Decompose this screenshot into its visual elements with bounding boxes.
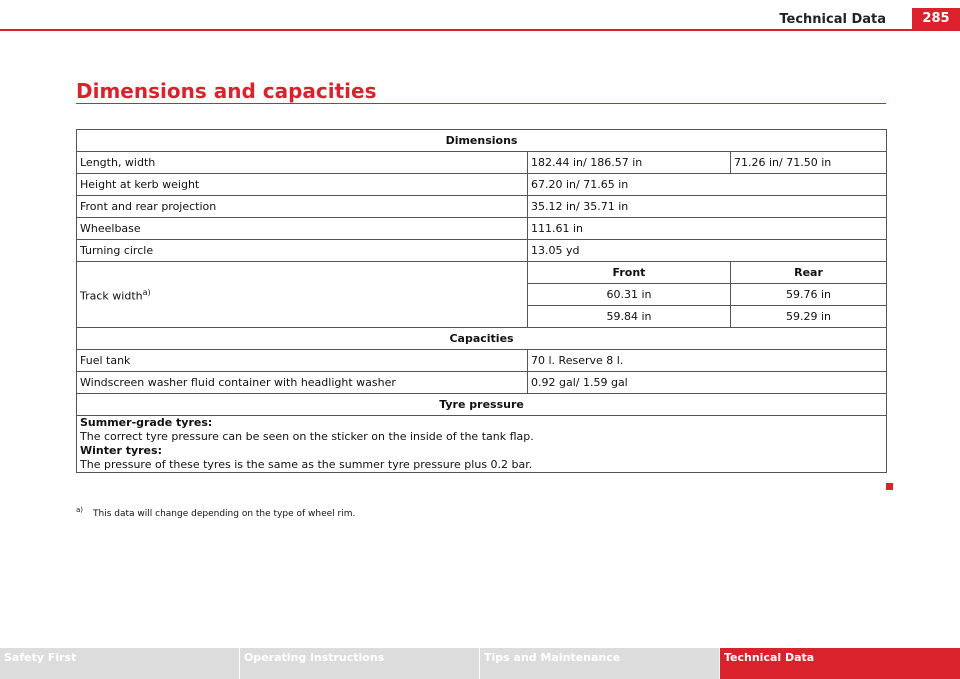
dimensions-heading: Dimensions bbox=[77, 130, 887, 152]
header-rule bbox=[0, 29, 960, 31]
table-row bbox=[77, 416, 887, 473]
footnote-text: This data will change depending on the type of wheel rim. bbox=[93, 509, 356, 519]
row-label: Fuel tank bbox=[77, 350, 528, 372]
rear-heading: Rear bbox=[731, 262, 887, 284]
footnote-marker: a) bbox=[142, 287, 151, 297]
footnote-marker: a) bbox=[76, 506, 84, 514]
summer-tyres-text: The correct tyre pressure can be seen on the sticker on the inside of the tank flap. bbox=[80, 430, 534, 443]
tyre-pressure-heading: Tyre pressure bbox=[77, 394, 887, 416]
row-value: 35.12 in/ 35.71 in bbox=[528, 196, 887, 218]
row-label: Length, width bbox=[77, 152, 528, 174]
footer-nav bbox=[0, 648, 960, 679]
section-title: Dimensions and capacities bbox=[76, 79, 377, 103]
row-value: 0.92 gal/ 1.59 gal bbox=[528, 372, 887, 394]
row-value: 182.44 in/ 186.57 in bbox=[528, 152, 731, 174]
page-number-badge: 285 bbox=[912, 8, 960, 30]
footer-tab-tips-and-maintenance[interactable]: Tips and Maintenance bbox=[480, 648, 720, 679]
row-label: Front and rear projection bbox=[77, 196, 528, 218]
footer-tab-technical-data[interactable]: Technical Data bbox=[720, 648, 960, 679]
row-value: 67.20 in/ 71.65 in bbox=[528, 174, 887, 196]
table-row bbox=[77, 328, 887, 350]
track-rear-value: 59.76 in bbox=[731, 284, 887, 306]
track-rear-value: 59.29 in bbox=[731, 306, 887, 328]
table-row bbox=[77, 218, 887, 240]
row-label: Turning circle bbox=[77, 240, 528, 262]
row-value: 111.61 in bbox=[528, 218, 887, 240]
table-row bbox=[77, 350, 887, 372]
section-rule bbox=[76, 103, 886, 104]
footer-tab-safety-first[interactable]: Safety First bbox=[0, 648, 240, 679]
winter-tyres-heading: Winter tyres: bbox=[80, 444, 162, 457]
track-width-label bbox=[77, 262, 528, 328]
table-row bbox=[77, 240, 887, 262]
header-title: Technical Data bbox=[779, 12, 886, 27]
table-row bbox=[77, 262, 887, 284]
technical-data-table bbox=[76, 129, 887, 473]
table-row bbox=[77, 152, 887, 174]
track-front-value: 59.84 in bbox=[528, 306, 731, 328]
winter-tyres-text: The pressure of these tyres is the same as the summer tyre pressure plus 0.2 bar. bbox=[80, 458, 533, 471]
table-row bbox=[77, 196, 887, 218]
footer-tab-operating-instructions[interactable]: Operating instructions bbox=[240, 648, 480, 679]
row-value: 71.26 in/ 71.50 in bbox=[731, 152, 887, 174]
capacities-heading: Capacities bbox=[77, 328, 887, 350]
tyre-pressure-notes bbox=[77, 416, 887, 473]
row-label: Height at kerb weight bbox=[77, 174, 528, 196]
track-width-text: Track width bbox=[80, 289, 143, 303]
row-label: Windscreen washer fluid container with headlight washer bbox=[77, 372, 528, 394]
table-row bbox=[77, 372, 887, 394]
row-value: 70 l. Reserve 8 l. bbox=[528, 350, 887, 372]
summer-tyres-heading: Summer-grade tyres: bbox=[80, 416, 213, 429]
table-row bbox=[77, 130, 887, 152]
track-front-value: 60.31 in bbox=[528, 284, 731, 306]
table-row bbox=[77, 394, 887, 416]
row-label: Wheelbase bbox=[77, 218, 528, 240]
front-heading: Front bbox=[528, 262, 731, 284]
table-row bbox=[77, 174, 887, 196]
section-end-marker bbox=[886, 483, 893, 490]
row-value: 13.05 yd bbox=[528, 240, 887, 262]
footnote bbox=[76, 506, 355, 519]
